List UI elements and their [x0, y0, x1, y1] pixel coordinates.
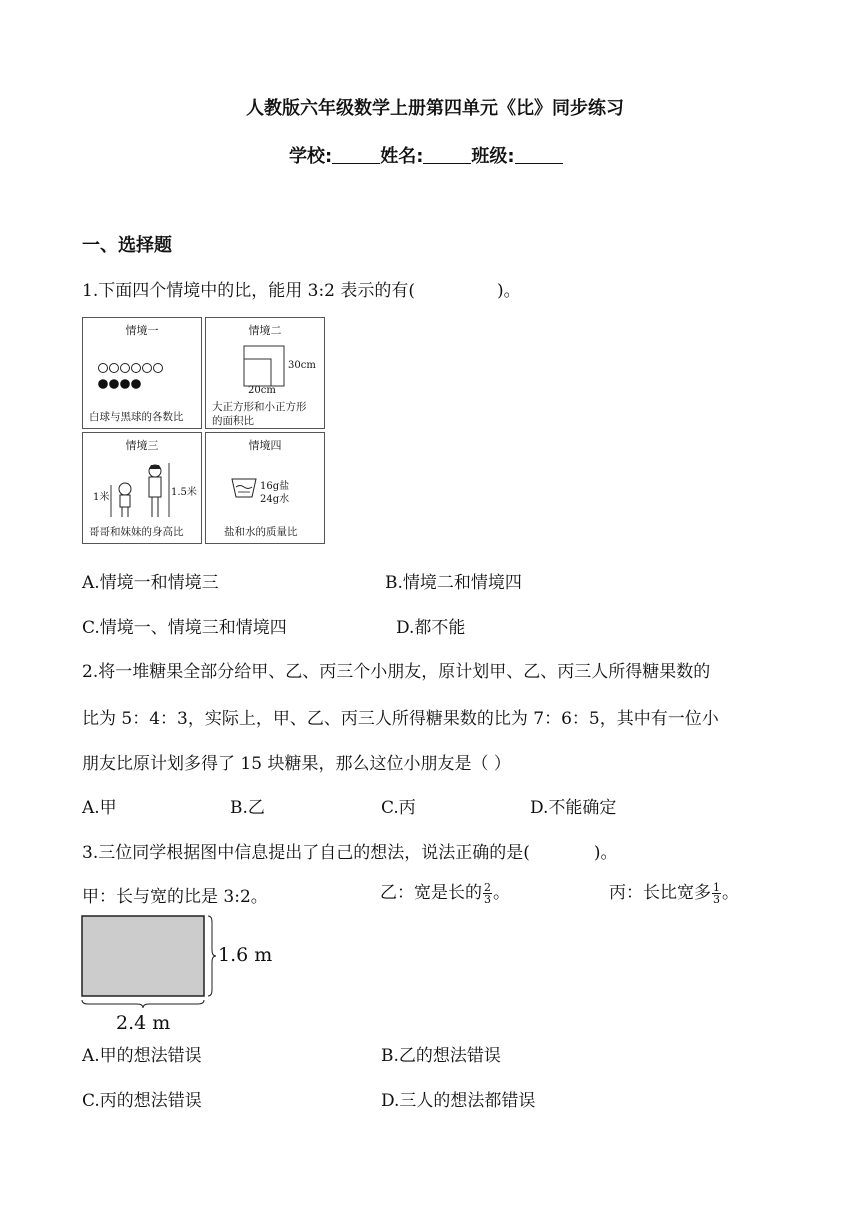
- salt-label: 16g盐: [260, 481, 290, 492]
- q2-option-b[interactable]: B.乙: [230, 798, 265, 818]
- fraction-two-thirds: $\frac{2}{3}$: [484, 881, 491, 906]
- scenario-panel-3: [82, 432, 202, 544]
- question-2-line-1: 2.将一堆糖果全部分给甲、乙、丙三个小朋友，原计划甲、乙、丙三人所得糖果数的: [82, 662, 711, 682]
- girl-height-label: 1米: [93, 492, 110, 503]
- panel-caption: 盐和水的质量比: [224, 526, 298, 538]
- yi-text: 乙：宽是长的: [380, 883, 482, 903]
- question-2-line-3: 朋友比原计划多得了 15 块糖果，那么这位小朋友是（ ）: [82, 754, 511, 774]
- class-blank[interactable]: [515, 145, 563, 164]
- school-blank[interactable]: [332, 145, 380, 164]
- name-blank[interactable]: [423, 145, 471, 164]
- question-2-line-2: 比为 5：4：3，实际上，甲、乙、丙三人所得糖果数的比为 7：6：5，其中有一位小: [82, 709, 719, 729]
- question-3-text: [82, 838, 618, 863]
- question-1-stem: 1.下面四个情境中的比，能用 3:2 表示的有(: [82, 281, 416, 301]
- question-3-stem: 3.三位同学根据图中信息提出了自己的想法，说法正确的是(: [82, 843, 530, 863]
- jia-statement: 甲：长与宽的比是 3:2。: [82, 887, 268, 907]
- side-label: 30cm: [288, 360, 316, 371]
- panel-caption: 哥哥和妹妹的身高比: [89, 526, 184, 538]
- q3-option-a[interactable]: A.甲的想法错误: [82, 1046, 202, 1066]
- yi-end: 。: [493, 883, 510, 903]
- q2-option-c[interactable]: C.丙: [381, 798, 416, 818]
- q1-option-a[interactable]: A.情境一和情境三: [82, 573, 219, 593]
- scenario-panel-1: [82, 317, 202, 429]
- student-info-line: [289, 142, 563, 168]
- q1-option-b[interactable]: B.情境二和情境四: [385, 573, 522, 593]
- fraction-one-third: $\frac{1}{3}$: [713, 881, 720, 906]
- q2-option-d[interactable]: D.不能确定: [530, 798, 617, 818]
- question-1-stem-end: )。: [497, 281, 521, 301]
- scenario-panel-2: [205, 317, 325, 429]
- panel-title: 情境一: [125, 324, 159, 337]
- page-title: 人教版六年级数学上册第四单元《比》同步练习: [246, 98, 624, 119]
- q3-option-c[interactable]: C.丙的想法错误: [82, 1091, 202, 1111]
- q1-option-d[interactable]: D.都不能: [396, 618, 466, 638]
- bottom-label: 20cm: [248, 385, 276, 396]
- boy-height-label: 1.5米: [171, 487, 197, 498]
- q3-option-b[interactable]: B.乙的想法错误: [381, 1046, 501, 1066]
- section-title: 一、选择题: [82, 235, 172, 256]
- balls-figure: [83, 358, 201, 408]
- bing-statement: [609, 878, 739, 905]
- bing-end: 。: [722, 883, 739, 903]
- water-label: 24g水: [260, 494, 290, 505]
- question-3-stem-end: )。: [593, 843, 618, 863]
- q1-option-c[interactable]: C.情境一、情境三和情境四: [82, 618, 287, 638]
- school-label: 学校:: [289, 146, 333, 167]
- width-label: 1.6 m: [218, 944, 273, 966]
- q2-option-a[interactable]: A.甲: [82, 798, 117, 818]
- panel-title: 情境二: [248, 324, 282, 337]
- panel-title: 情境三: [125, 439, 159, 452]
- bing-text: 丙：长比宽多: [609, 883, 711, 903]
- name-label: 姓名:: [380, 146, 424, 167]
- q3-option-d[interactable]: D.三人的想法都错误: [381, 1091, 536, 1111]
- scenario-panel-4: [205, 432, 325, 544]
- question-1-text: [82, 276, 521, 301]
- class-label: 班级:: [471, 146, 515, 167]
- length-label: 2.4 m: [116, 1012, 171, 1034]
- panel-caption: 白球与黑球的各数比: [89, 411, 184, 423]
- panel-title: 情境四: [248, 439, 282, 452]
- panel-caption: 大正方形和小正方形的面积比: [212, 401, 307, 427]
- yi-statement: [380, 878, 510, 905]
